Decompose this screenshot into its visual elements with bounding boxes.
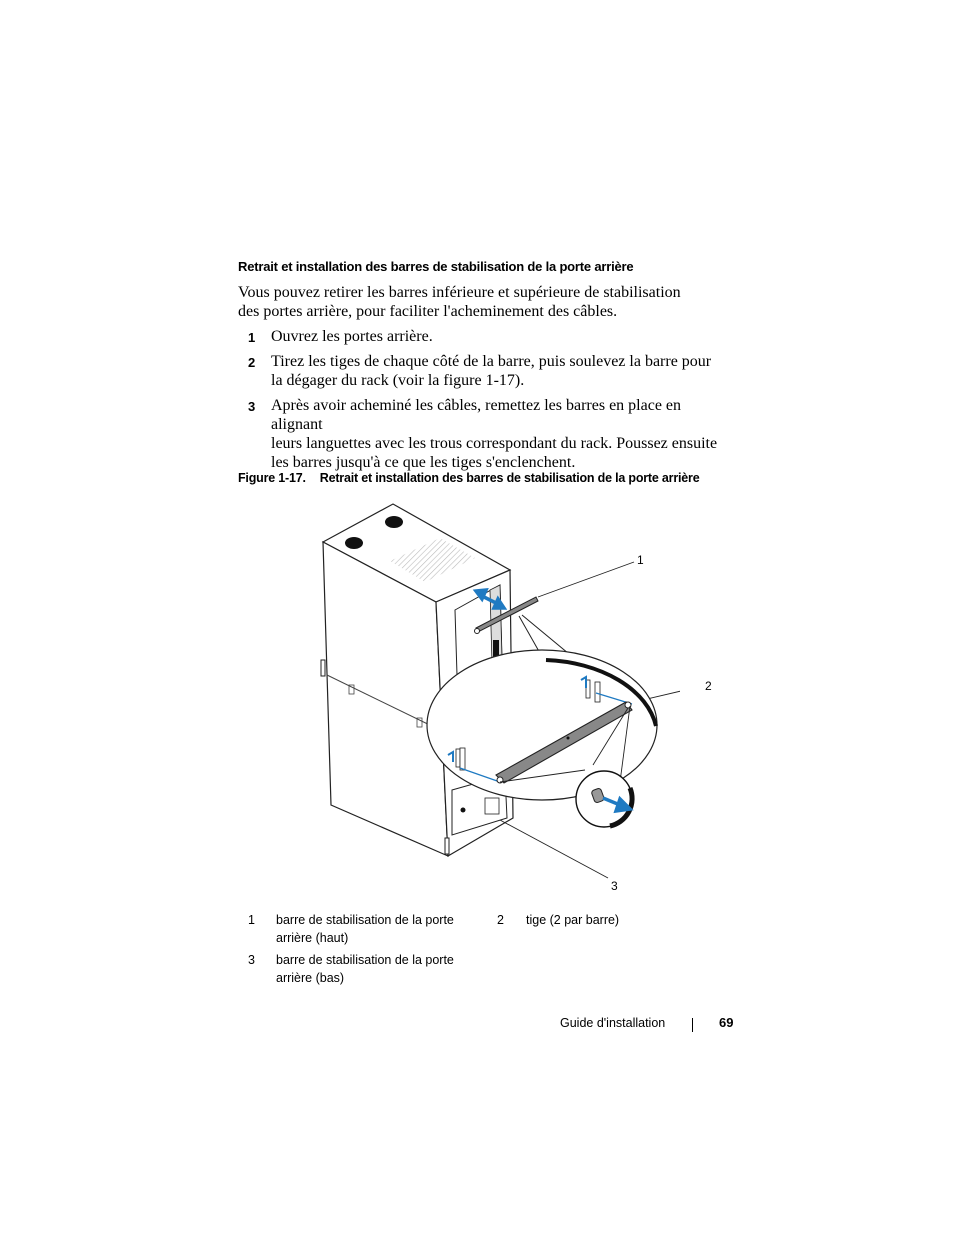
footer-divider [692,1018,693,1032]
footer-title: Guide d'installation [560,1016,666,1030]
legend-line: arrière (haut) [276,931,349,945]
step-line: Après avoir acheminé les câbles, remettez les barres en place en alignant [271,397,682,433]
step-number: 3 [248,399,256,414]
step-text [271,396,731,472]
step-line: la dégager du rack (voir la figure 1-17). [271,372,525,389]
section-heading: Retrait et installation des barres de stabilisation de la porte arrière [238,259,634,274]
step-line: Ouvrez les portes arrière. [271,328,433,345]
side-handle [321,660,325,676]
step-number: 1 [248,330,256,345]
legend-line: arrière (bas) [276,971,345,985]
legend-text [276,911,476,947]
callout-1: 1 [637,553,644,567]
step-line: Tirez les tiges de chaque côté de la barre, puis soulevez la barre pour [271,353,712,370]
legend-number: 2 [497,913,504,927]
callout-3-leader [500,820,608,878]
legend-number: 1 [248,913,255,927]
legend-number: 3 [248,953,255,967]
callout-1-leader [538,562,634,597]
page-number: 69 [719,1015,734,1030]
legend-line: tige (2 par barre) [526,913,620,927]
legend-line: barre de stabilisation de la porte [276,913,454,927]
intro-paragraph [238,283,708,321]
intro-line: des portes arrière, pour faciliter l'acheminement des câbles. [238,303,618,320]
figure-caption [238,471,699,485]
legend-text [276,951,476,987]
step-line: leurs languettes avec les trous correspondant du rack. Poussez ensuite [271,435,718,452]
legend-text [526,911,726,929]
figure-label: Figure 1-17. [238,471,306,485]
rack-illustration [300,500,680,900]
callout-2: 2 [705,679,712,693]
step-text [271,327,731,346]
figure-title: Retrait et installation des barres de stabilisation de la porte arrière [319,471,700,485]
top-hole [385,516,403,528]
intro-line: Vous pouvez retirer les barres inférieure et supérieure de stabilisation [238,284,681,301]
top-hole [345,537,363,549]
step-number: 2 [248,355,256,370]
step-text [271,352,731,390]
callout-3: 3 [611,879,618,893]
step-line: les barres jusqu'à ce que les tiges s'enclenchent. [271,454,576,471]
legend-line: barre de stabilisation de la porte [276,953,454,967]
